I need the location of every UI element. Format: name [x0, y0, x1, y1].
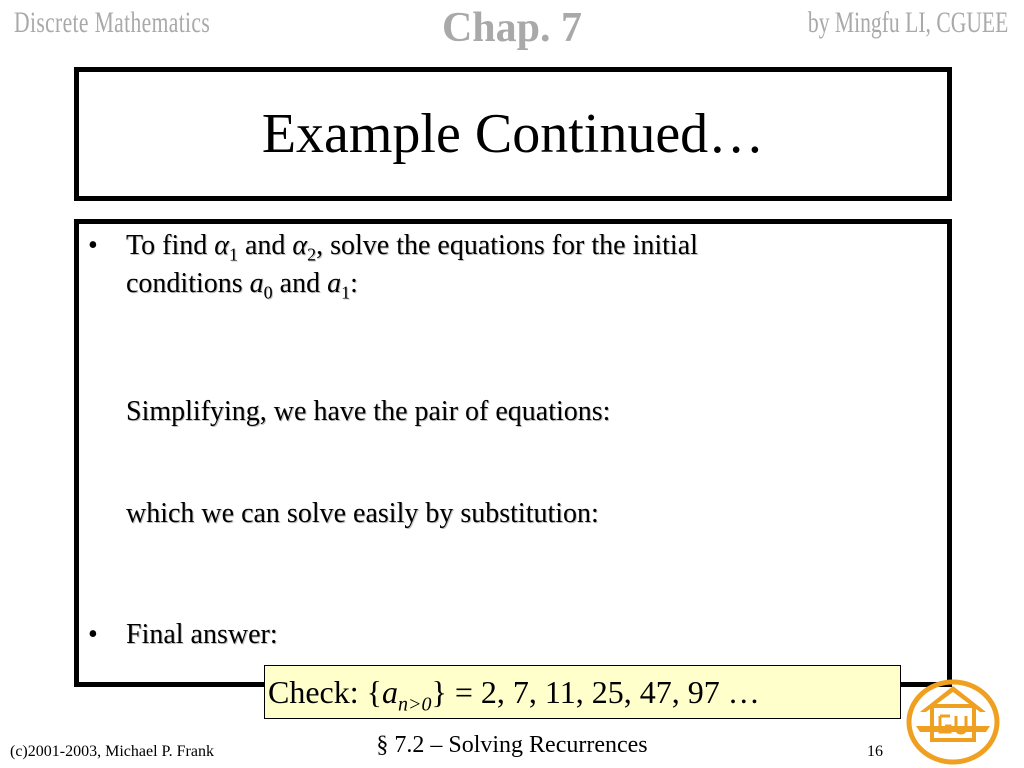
slide-title: Example Continued…: [261, 103, 765, 165]
bullet-marker: •: [88, 619, 98, 650]
bullet-marker: •: [88, 230, 98, 261]
page-number: 16: [867, 743, 883, 760]
final-answer-text: Final answer:: [126, 619, 278, 650]
slide-title-box: [74, 67, 952, 201]
check-sequence-box: Check: $\{a_{n>0}\} = 2$, 7, 11, 25, 47, 97 …: [264, 665, 901, 719]
bullet-1-line-2: conditions $a_0$ and $a_1$:: [126, 268, 358, 303]
course-title: Discrete Mathematics: [14, 6, 211, 39]
section-title: § 7.2 – Solving Recurrences: [376, 732, 648, 758]
substitution-text: which we can solve easily by substitution:: [126, 498, 599, 529]
bullet-1-line-1: To find $\alpha_1$ and $\alpha_2$, solve the equations for the initial: [126, 230, 698, 265]
simplifying-text: Simplifying, we have the pair of equations:: [126, 396, 611, 427]
author-label: by Mingfu LI, CGUEE: [807, 6, 1008, 39]
chapter-label: Chap. 7: [441, 5, 583, 51]
cgu-logo-icon: [906, 672, 1000, 766]
copyright-text: (c)2001-2003, Michael P. Frank: [10, 743, 214, 760]
